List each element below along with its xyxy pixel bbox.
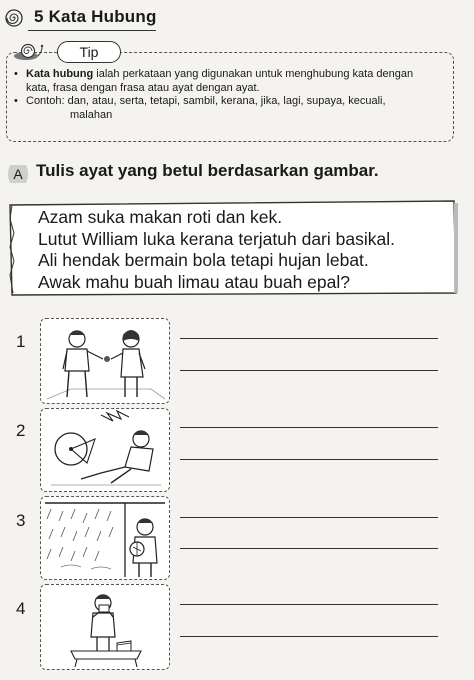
tip-content [14, 68, 450, 122]
tip-term: Kata hubung [26, 68, 94, 80]
sentence-4: Awak mahu buah limau atau buah epal? [38, 271, 350, 292]
answer-line [180, 636, 438, 637]
section-badge-letter: A [13, 166, 23, 182]
question-number: 3 [16, 511, 26, 530]
tip-definition: ialah perkataan yang digunakan untuk menghubung kata dengan [93, 68, 414, 80]
picture-1 [40, 318, 170, 404]
answer-line [180, 548, 438, 549]
bullet-icon: • [14, 95, 18, 107]
answer-line [180, 459, 438, 460]
page-title: 5 Kata Hubung [34, 7, 157, 26]
tip-examples-cont: malahan [70, 108, 113, 121]
bullet-icon: • [14, 68, 18, 80]
answer-line [180, 517, 438, 518]
answer-line [180, 604, 438, 605]
picture-3 [40, 496, 170, 580]
tip-bullet-2 [14, 95, 450, 109]
picture-4 [40, 584, 170, 670]
sentence-3: Ali hendak bermain bola tetapi hujan lebat. [38, 250, 369, 270]
answer-line [180, 427, 438, 428]
answer-line [180, 370, 438, 371]
sentence-1: Azam suka makan roti dan kek. [38, 207, 283, 227]
sentence-list [38, 207, 395, 293]
tip-label: Tip [57, 41, 121, 63]
sentence-2: Lutut William luka kerana terjatuh dari basikal. [38, 228, 395, 249]
tip-definition-cont: kata, frasa dengan frasa atau ayat dengan ayat. [26, 81, 260, 94]
rain-ball-illustration [41, 497, 169, 579]
tip-bullet-1 [14, 68, 450, 82]
spiral-icon [5, 9, 23, 27]
boy-eating-illustration [41, 585, 169, 669]
question-number: 2 [16, 421, 26, 440]
answer-line [180, 338, 438, 339]
section-badge [6, 165, 30, 183]
question-number: 4 [16, 599, 26, 618]
section-title: Tulis ayat yang betul berdasarkan gambar. [36, 161, 379, 180]
picture-2 [40, 408, 170, 492]
snail-icon [12, 42, 52, 62]
bicycle-fall-illustration [41, 409, 169, 491]
title-underline [28, 30, 156, 31]
children-sharing-illustration [41, 319, 169, 403]
question-number: 1 [16, 332, 26, 351]
tip-examples: Contoh: dan, atau, serta, tetapi, sambil, kerana, jika, lagi, supaya, kecuali, [26, 95, 386, 107]
